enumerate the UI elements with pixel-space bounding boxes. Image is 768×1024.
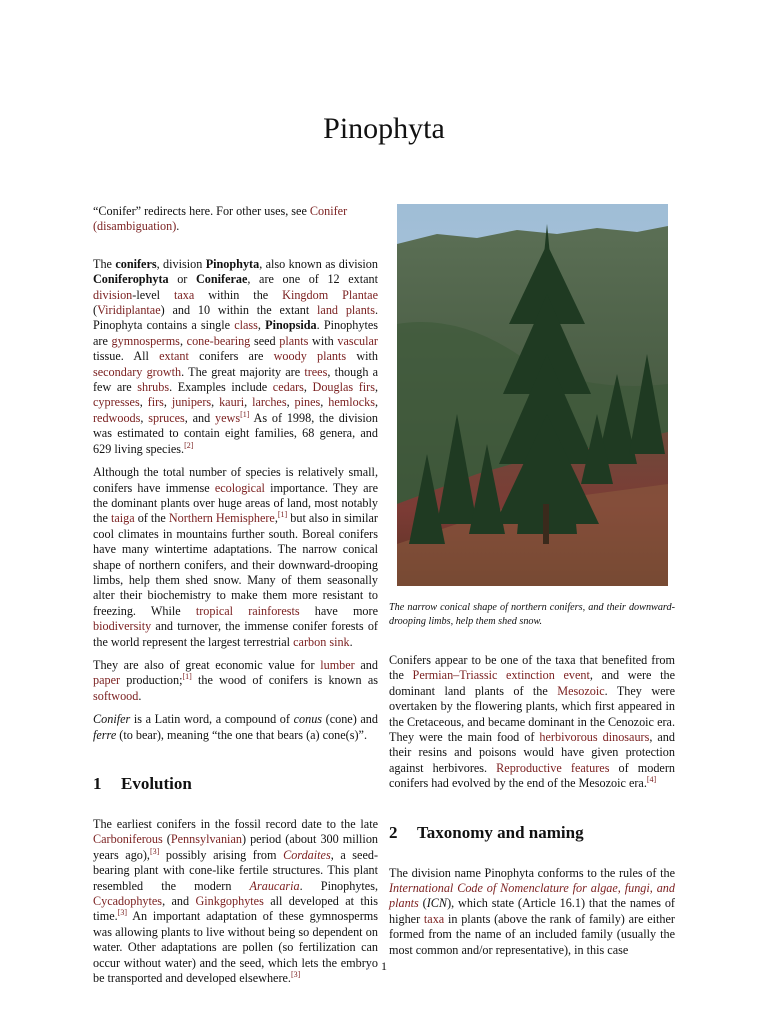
wiki-link[interactable]: spruces <box>148 410 185 425</box>
wiki-link[interactable]: class <box>234 318 258 333</box>
section-title: Evolution <box>121 774 192 793</box>
section-number: 2 <box>389 822 398 842</box>
wiki-link[interactable]: taiga <box>110 511 135 526</box>
wiki-link[interactable]: Cycadophytes <box>93 894 163 909</box>
bold-term: Coniferophyta <box>93 272 169 287</box>
figure-caption: The narrow conical shape of northern conifers, and their downward-drooping limbs, help them shed snow. <box>389 602 675 627</box>
wiki-link[interactable]: plants <box>279 333 309 348</box>
wiki-link[interactable]: redwoods <box>93 410 141 425</box>
wiki-link[interactable]: tropical rainforests <box>195 603 300 618</box>
wiki-link[interactable]: softwood <box>93 688 139 703</box>
wiki-link[interactable]: ecological <box>214 480 265 495</box>
section-heading-taxonomy <box>389 822 675 844</box>
wiki-link[interactable]: land plants <box>317 303 375 318</box>
evolution-paragraph-2: Conifers appear to be one of the taxa that benefited from the Permian–Triassic extinction event, and were the dominant land plants of the Mesozoic. They were overtaken by the flowering plants, which first appeared in the Cretaceous, and became dominant in the Cenozoic era. They were the main food of herbivorous dinosaurs, and their resins and poisons would have given protection against herbivores. Reproductive features of modern conifers had evolved by the end of the Mesozoic era.[4] <box>389 653 676 791</box>
hatnote-disambiguation-link[interactable]: Conifer (disambiguation) <box>93 204 348 234</box>
page-title: Pinophyta <box>323 112 445 145</box>
wiki-link[interactable]: larches <box>252 395 287 410</box>
citation-link[interactable]: [4] <box>646 775 657 785</box>
citation-link[interactable]: [1] <box>240 409 250 419</box>
citation-link[interactable]: [3] <box>117 908 128 918</box>
left-column <box>93 204 378 994</box>
citation-link[interactable]: [3] <box>149 846 160 856</box>
wiki-link[interactable]: Kingdom Plantae <box>282 287 378 302</box>
wiki-link[interactable]: taxa <box>173 287 195 302</box>
wiki-link[interactable]: shrubs <box>137 380 170 395</box>
section-heading-evolution <box>93 773 378 795</box>
wiki-link[interactable]: Araucaria <box>249 878 300 893</box>
wiki-link[interactable]: International Code of Nomenclature for algae, fungi, and plants <box>389 881 675 911</box>
bold-term: Pinophyta <box>205 256 260 271</box>
wiki-link[interactable]: carbon sink <box>293 634 350 649</box>
intro-paragraph-2: Although the total number of species is relatively small, conifers have immense ecological importance. They are the dominant plants over huge areas of land, most notably the taiga of the Northern Hemisphere,[1] but also in similar cool climates in mountains further south. Boreal conifers have many wintertime adaptations. The narrow conical shape of northern conifers, and their downward-drooping limbs, help them shed snow. Many of them seasonally alter their biochemistry to make them more resistant to freezing. While tropical rainforests have more biodiversity and turnover, the immense conifer forests of the world represent the largest terrestrial carbon sink. <box>93 465 378 649</box>
wiki-link[interactable]: Cordaites <box>283 847 331 862</box>
wiki-link[interactable]: herbivorous dinosaurs <box>539 730 650 745</box>
page-number: 1 <box>381 959 387 973</box>
wiki-link[interactable]: division <box>93 287 133 302</box>
wiki-link[interactable]: Ginkgophytes <box>195 894 264 909</box>
wiki-link[interactable]: Pennsylvanian <box>170 832 242 847</box>
wiki-link[interactable]: trees <box>304 364 328 379</box>
hatnote <box>93 204 378 235</box>
citation-link[interactable]: [3] <box>290 970 301 979</box>
italic-term: Conifer <box>93 712 131 727</box>
wiki-link[interactable]: secondary growth <box>93 364 182 379</box>
wiki-link[interactable]: extant <box>159 349 189 364</box>
hatnote-text: “Conifer” redirects here. For other uses, see <box>93 204 310 218</box>
wiki-link[interactable]: cone-bearing <box>186 333 251 348</box>
conifer-photo <box>397 204 668 586</box>
citation-link[interactable]: [1] <box>182 672 192 682</box>
wiki-link[interactable]: Viridiplantae <box>97 303 161 318</box>
wiki-link[interactable]: paper <box>93 673 121 688</box>
wiki-link[interactable]: lumber <box>320 657 355 672</box>
wiki-link[interactable]: yews <box>215 410 241 425</box>
wiki-link[interactable]: gymnosperms <box>111 333 180 348</box>
wiki-link[interactable]: vascular <box>337 333 378 348</box>
citation-link[interactable]: [1] <box>277 510 288 520</box>
evolution-paragraph-1: The earliest conifers in the fossil record date to the late Carboniferous (Pennsylvanian) period (about 300 million years ago),[3] possibly arising from Cordaites, a seed-bearing plant with cone-like fertile structures. This plant resembled the modern Araucaria. Pinophytes, Cycadophytes, and Ginkgophytes all developed at this time.[3] An important adaptation of these gymnosperms was allowing plants to live without being so dependent on water. Other adaptations are pollen (so fertilization can occur without water) and the seed, which lets the embryo be transported and developed elsewhere.[3] <box>93 817 379 986</box>
intro-paragraph-4: Conifer is a Latin word, a compound of conus (cone) and ferre (to bear), meaning “the one that bears (a) cone(s)”. <box>93 712 378 742</box>
wiki-link[interactable]: kauri <box>219 395 245 410</box>
wiki-link[interactable]: Permian–Triassic extinction event <box>412 668 590 683</box>
bold-term: conifers <box>115 256 157 271</box>
wiki-link[interactable]: cedars <box>272 380 304 395</box>
hatnote-period: . <box>176 219 180 234</box>
wiki-link[interactable]: Carboniferous <box>93 832 163 847</box>
section-number: 1 <box>93 774 102 793</box>
intro-paragraph-3: They are also of great economic value for lumber and paper production;[1] the wood of conifers is known as softwood. <box>93 657 378 703</box>
wiki-link[interactable]: woody plants <box>273 349 347 364</box>
wiki-link[interactable]: hemlocks <box>328 395 375 410</box>
wiki-link[interactable]: Reproductive features <box>496 760 610 775</box>
italic-term: ferre <box>93 727 117 742</box>
wiki-link[interactable]: Mesozoic <box>557 683 605 698</box>
intro-paragraph-1: The conifers, division Pinophyta, also known as division Coniferophyta or Coniferae, are one of 12 extant division-level taxa within the Kingdom Plantae (Viridiplantae) and 10 within the extant land plants. Pinophyta contains a single class, Pinopsida. Pinophytes are gymnosperms, cone-bearing seed plants with vascular tissue. All extant conifers are woody plants with secondary growth. The great majority are trees, though a few are shrubs. Examples include cedars, Douglas firs, cypresses, firs, junipers, kauri, larches, pines, hemlocks, redwoods, spruces, and yews[1] As of 1998, the division was estimated to contain eight families, 68 genera, and 629 living species.[2] <box>93 256 379 456</box>
wiki-link[interactable]: pines <box>294 395 321 410</box>
right-column <box>389 653 675 966</box>
wiki-link[interactable]: firs <box>147 395 164 410</box>
wiki-link[interactable]: biodiversity <box>93 619 152 634</box>
bold-term: Coniferae <box>195 272 248 287</box>
taxonomy-paragraph-1: The division name Pinophyta conforms to the rules of the International Code of Nomenclature for algae, fungi, and plants (ICN), which state (Article 16.1) that the names of higher taxa in plants (above the rank of family) are either formed from the name of an included family (usually the most common and/or representative), in this case <box>389 865 675 957</box>
citation-link[interactable]: [2] <box>184 440 194 450</box>
wiki-link[interactable]: taxa <box>423 911 445 926</box>
italic-term: conus <box>293 712 323 727</box>
italic-term: ICN <box>426 896 448 911</box>
wiki-link[interactable]: Douglas firs <box>312 380 375 395</box>
wiki-link[interactable]: Northern Hemisphere <box>168 511 275 526</box>
section-title: Taxonomy and naming <box>417 822 584 842</box>
bold-term: Pinopsida <box>265 318 317 333</box>
wiki-link[interactable]: cypresses <box>93 395 140 410</box>
wiki-link[interactable]: junipers <box>171 395 212 410</box>
